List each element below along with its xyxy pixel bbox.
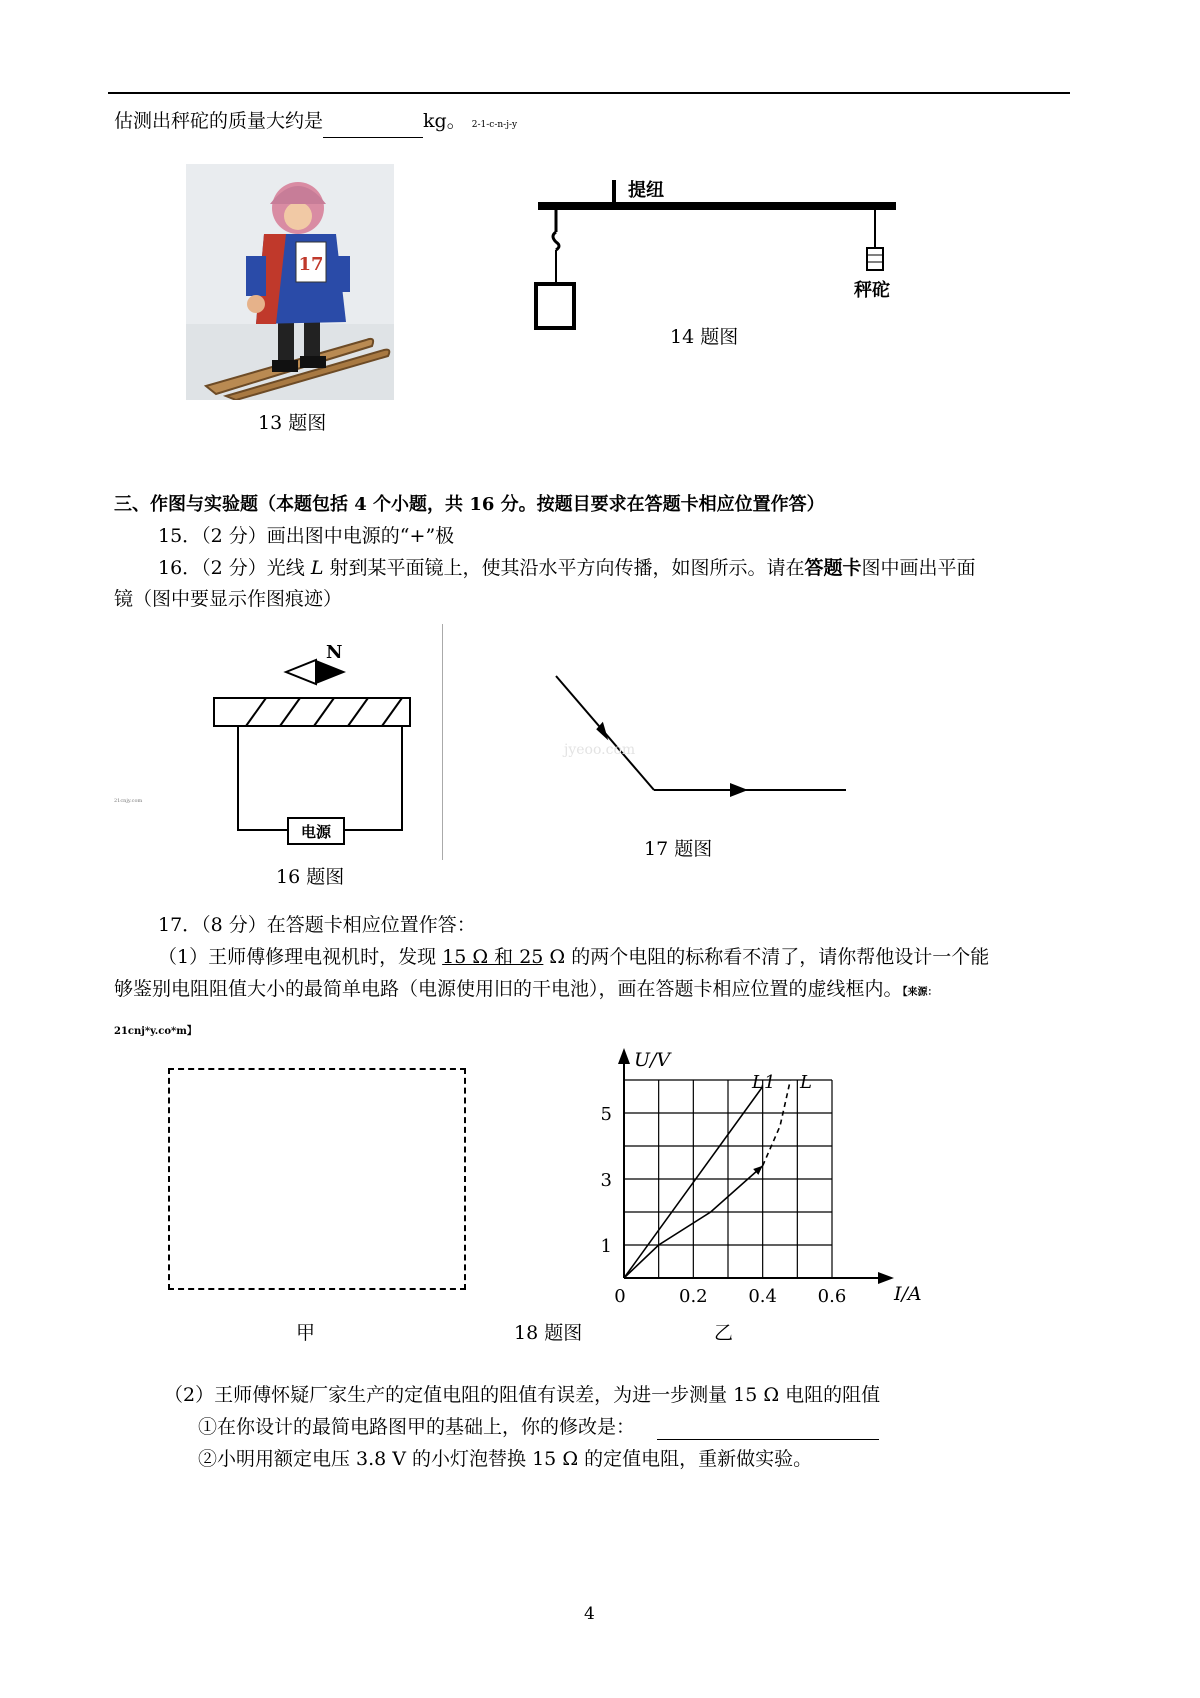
q17-p1-line1-underlined: 15 Ω 和 25 (442, 946, 544, 968)
q17-p1-line2-text: 够鉴别电阻阻值大小的最简单电路（电源使用旧的干电池），画在答题卡相应位置的虚线框内。 (114, 978, 903, 1000)
steelyard-beam (538, 202, 896, 210)
q17-p1-line1 (158, 944, 989, 970)
q16-line1-c: 图中画出平面 (861, 557, 976, 579)
y-axis-arrow (618, 1048, 630, 1064)
fig16-watermark: 21cnjy.com (114, 798, 143, 804)
figure-divider (442, 624, 443, 860)
q17-p2-2: ②小明用额定电压 3.8 V 的小灯泡替换 15 Ω 的定值电阻，重新做实验。 (198, 1448, 813, 1470)
q17-p1-line1-b: Ω 的两个电阻的标称看不清了，请你帮他设计一个能 (543, 946, 990, 968)
fig18-ui-chart (590, 1044, 930, 1304)
iron-core (214, 698, 410, 726)
fig13-photo (186, 164, 394, 400)
q17-p1-line2 (114, 976, 938, 1006)
q17-p1-line1-a: （1）王师傅修理电视机时，发现 (158, 946, 443, 968)
chart-ticks (601, 1104, 847, 1304)
series-label-L1: L1 (752, 1072, 776, 1093)
q14-tail-unit: kg。 (423, 110, 466, 132)
q17-p2-1-line (198, 1414, 879, 1440)
label-weight: 秤砣 (854, 280, 890, 301)
page-number: 4 (584, 1604, 595, 1624)
fig18-label-jia: 甲 (296, 1322, 316, 1344)
x-tick-label: 0.2 (679, 1286, 708, 1304)
x-axis-label: I/A (894, 1283, 922, 1304)
q14-tail-prefix: 估测出秤砣的质量大约是 (114, 110, 324, 132)
compass-needle (286, 660, 316, 684)
compass-n-label: N (326, 642, 343, 663)
q16-line1 (158, 555, 976, 581)
q16-symbol-L: L (310, 557, 324, 579)
x-tick-label: 0.6 (817, 1286, 847, 1304)
y-tick-label: 1 (600, 1236, 612, 1257)
fig18-caption: 18 题图 (514, 1322, 583, 1344)
fig14-caption: 14 题图 (670, 326, 739, 348)
q14-answer-blank[interactable] (323, 117, 423, 138)
fig13-bib-number: 17 (298, 254, 324, 275)
section3-heading: 三、作图与实验题（本题包括 4 个小题，共 16 分。按题目要求在答题卡相应位置作答） (114, 494, 825, 515)
fig18-label-yi: 乙 (714, 1322, 734, 1344)
q15-text: 15．（2 分）画出图中电源的“+”极 (158, 525, 455, 547)
q16-answer-card: 答题卡 (804, 557, 862, 579)
hanging-object (536, 284, 574, 328)
q14-watermark: 2-1-c-n-j-y (471, 120, 518, 130)
fig17-light-ray (550, 670, 850, 800)
steelyard-lifting-cord (612, 180, 616, 204)
fig16-circuit (110, 640, 430, 850)
series-label-L: L (800, 1072, 812, 1093)
x-tick-label: 0 (614, 1286, 626, 1304)
q16-line2: 镜（图中要显示作图痕迹） (114, 588, 343, 610)
label-tineu: 提纽 (628, 180, 664, 201)
fig17-watermark: jyeoo.com (564, 742, 636, 758)
header-rule (108, 92, 1070, 94)
q14-tail-line (114, 108, 517, 138)
x-axis-arrow (878, 1272, 894, 1284)
fig16-caption: 16 题图 (276, 866, 345, 888)
y-tick-label: 3 (600, 1170, 612, 1191)
y-tick-label: 5 (600, 1104, 612, 1125)
q17-p2: （2）王师傅怀疑厂家生产的定值电阻的阻值有误差，为进一步测量 15 Ω 电阻的阻值 (164, 1384, 881, 1406)
fig17-caption: 17 题图 (644, 838, 713, 860)
q16-line1-a: 16．（2 分）光线 (158, 557, 311, 579)
q17-p2-1: ①在你设计的最简电路图甲的基础上，你的修改是： (198, 1416, 636, 1438)
q16-line1-b: 射到某平面镜上，使其沿水平方向传播，如图所示。请在 (323, 557, 805, 579)
q17-title: 17．（8 分）在答题卡相应位置作答： (158, 914, 476, 936)
q17-source-tag-b: 21cnj*y.co*m】 (114, 1026, 197, 1037)
fig14-steelyard (520, 172, 910, 332)
fig13-caption: 13 题图 (258, 412, 327, 434)
answer-dashed-box[interactable] (168, 1068, 466, 1290)
y-axis-label: U/V (634, 1049, 671, 1071)
x-tick-label: 0.4 (748, 1286, 777, 1304)
q17-source-tag-a: 【来源： (902, 987, 938, 998)
power-source-label: 电源 (300, 823, 332, 841)
q17-p2-1-answer-blank[interactable] (657, 1419, 879, 1440)
steelyard-weight (867, 248, 883, 270)
